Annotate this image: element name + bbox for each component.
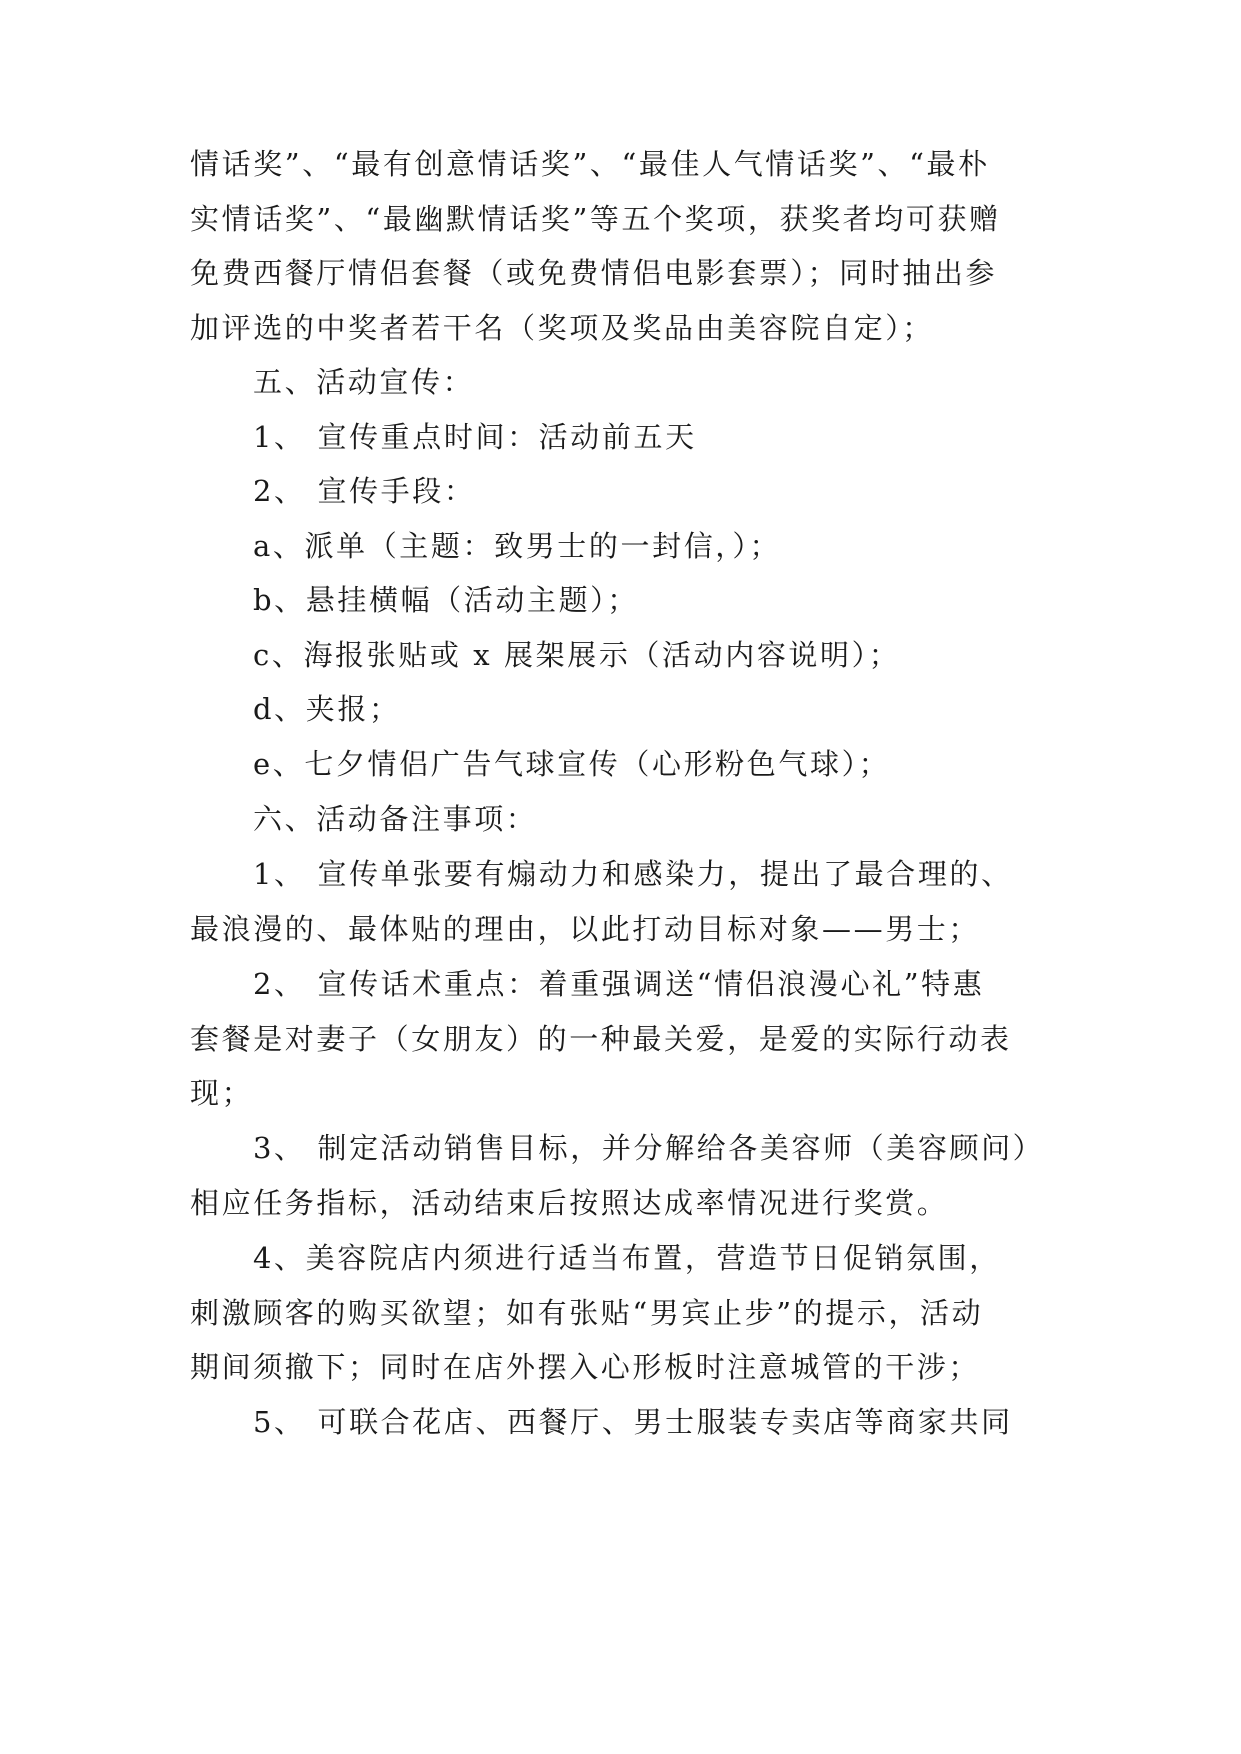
text-line: 套餐是对妻子（女朋友）的一种最关爱，是爱的实际行动表 bbox=[190, 1022, 1012, 1056]
list-item: d、夹报； bbox=[253, 692, 401, 726]
text-line: 加评选的中奖者若干名（奖项及奖品由美容院自定）； bbox=[190, 311, 934, 345]
list-item: 4、美容院店内须进行适当布置，营造节日促销氛围， bbox=[253, 1241, 1001, 1275]
section-heading: 五、活动宣传： bbox=[253, 365, 475, 399]
list-item: 2、 宣传手段： bbox=[253, 474, 476, 508]
text-line: 现； bbox=[190, 1076, 254, 1110]
list-item: 2、 宣传话术重点：着重强调送“情侣浪漫心礼”特惠 bbox=[253, 967, 985, 1001]
text-line: 期间须撤下；同时在店外摆入心形板时注意城管的干涉； bbox=[190, 1350, 981, 1384]
list-item: 1、 宣传单张要有煽动力和感染力，提出了最合理的、 bbox=[253, 857, 1013, 891]
section-heading: 六、活动备注事项： bbox=[253, 802, 538, 836]
text-line: 实情话奖”、“最幽默情话奖”等五个奖项，获奖者均可获赠 bbox=[190, 202, 1001, 236]
list-item: 3、 制定活动销售目标，并分解给各美容师（美容顾问） bbox=[253, 1131, 1045, 1165]
text-line: 免费西餐厅情侣套餐（或免费情侣电影套票）；同时抽出参 bbox=[190, 256, 998, 290]
list-item: 1、 宣传重点时间：活动前五天 bbox=[253, 420, 697, 454]
list-item: c、海报张贴或 x 展架展示（活动内容说明）； bbox=[253, 638, 901, 672]
text-line: 相应任务指标，活动结束后按照达成率情况进行奖赏。 bbox=[190, 1186, 949, 1220]
list-item: a、派单（主题：致男士的一封信，）； bbox=[253, 529, 782, 563]
list-item: b、悬挂横幅（活动主题）； bbox=[253, 583, 639, 617]
list-item: 5、 可联合花店、西餐厅、男士服装专卖店等商家共同 bbox=[253, 1405, 1013, 1439]
text-line: 刺激顾客的购买欲望；如有张贴“男宾止步”的提示，活动 bbox=[190, 1296, 984, 1330]
text-line: 情话奖”、“最有创意情话奖”、“最佳人气情话奖”、“最朴 bbox=[190, 147, 990, 181]
text-line: 最浪漫的、最体贴的理由，以此打动目标对象——男士； bbox=[190, 912, 981, 946]
list-item: e、七夕情侣广告气球宣传（心形粉色气球）； bbox=[253, 747, 891, 781]
